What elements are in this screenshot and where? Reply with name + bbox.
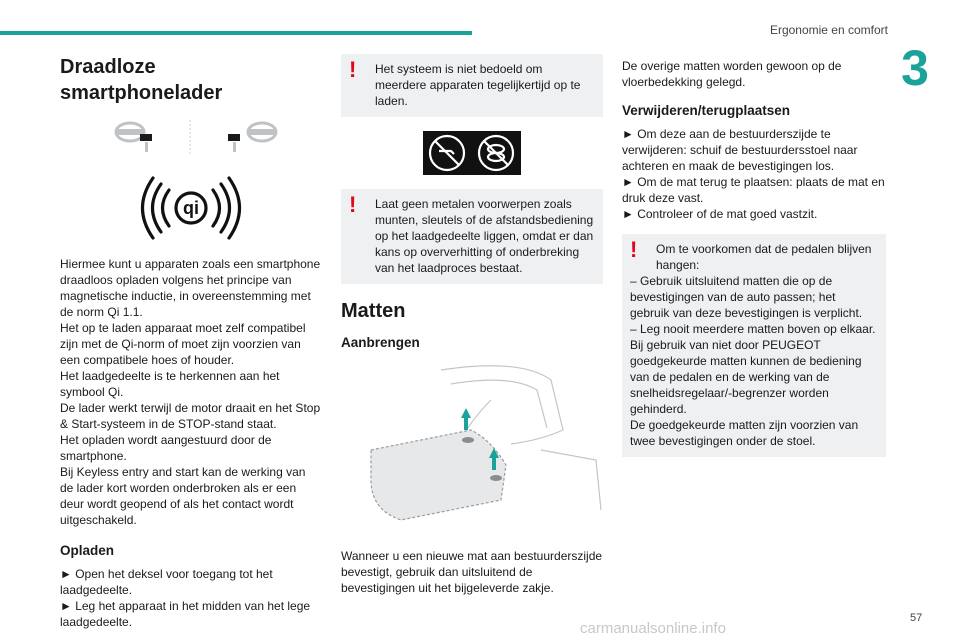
warning-box [622, 234, 886, 457]
fitting-text: Wanneer u een nieuwe mat aan bestuurderszijde bevestigt, gebruik dan uitsluitend de bevestigingen uit het bijgeleverde zakje. [341, 549, 603, 595]
charging-step: ► Leg het apparaat in het midden van het lege laadgedeelte. [60, 599, 311, 629]
remove-step: ► Controleer of de mat goed vastzit. [622, 207, 818, 221]
section-title: Ergonomie en comfort [769, 23, 888, 37]
charging-step: ► Open het deksel voor toegang tot het laadgedeelte. [60, 567, 273, 597]
warning-text: Bij gebruik van niet door PEUGEOT goedgekeurde matten kunnen de bediening van de pedalen en de werking van de snelheidsregelaar/-begrenzer worden gehinderd. [630, 338, 862, 416]
warning-text: De goedgekeurde matten zijn voorzien van twee bevestigingen onder de stoel. [630, 418, 859, 448]
paragraph: Hiermee kunt u apparaten zoals een smartphone draadloos opladen volgens het principe van magnetische inductie, in overeenstemming met de norm Qi 1.1. [60, 257, 321, 319]
wireless-charger-title: Draadloze smartphonelader [60, 56, 223, 104]
charger-description [60, 256, 322, 528]
remove-step: ► Om deze aan de bestuurderszijde te verwijderen: schuif de bestuurdersstoel naar achteren en maak de bevestigingen los. [622, 127, 858, 173]
warning-box [341, 189, 603, 284]
floor-mat-illustration [341, 360, 603, 540]
no-metal-objects-icons [341, 129, 603, 179]
warning-box [341, 54, 603, 117]
remove-step: ► Om de mat terug te plaatsen: plaats de mat en druk deze vast. [622, 175, 885, 205]
column-1 [60, 54, 322, 630]
warning-icon: ! [349, 57, 357, 82]
qi-wireless-icon [60, 172, 322, 244]
paragraph: Bij Keyless entry and start kan de werking van de lader kort worden onderbroken als er een deur wordt geopend of als het contact wordt uitgeschakeld. [60, 465, 306, 527]
fitting-heading: Aanbrengen [341, 335, 420, 350]
chapter-number: 3 [890, 40, 940, 96]
page-number: 57 [910, 612, 923, 624]
warning-text: – Leg nooit meerdere matten boven op elkaar. [630, 322, 876, 336]
steering-wheel-icons [60, 116, 322, 160]
warning-text: Om te voorkomen dat de pedalen blijven hangen: [656, 242, 872, 272]
qi-label: qi [183, 198, 199, 218]
warning-icon: ! [349, 192, 357, 217]
paragraph: Het laadgedeelte is te herkennen aan het symbool Qi. [60, 369, 280, 399]
column-2 [341, 54, 603, 596]
header-accent-bar [0, 31, 472, 35]
mats-title: Matten [341, 300, 406, 322]
column-3 [622, 54, 886, 469]
warning-icon: ! [630, 237, 638, 262]
warning-text: Laat geen metalen voorwerpen zoals munten, sleutels of de afstandsbediening op het laadgedeelte liggen, omdat er dan kans op oververhitting of onderbreking van het laadproces bestaat. [375, 197, 594, 275]
paragraph: Het op te laden apparaat moet zelf compatibel zijn met de Qi-norm of moet zijn voorzien van een compatibele hoes of houder. [60, 321, 306, 367]
warning-text: – Gebruik uitsluitend matten die op de bevestigingen van de auto passen; het gebruik van deze bevestigingen is verplicht. [630, 274, 863, 320]
watermark: carmanualsonline.info [580, 620, 726, 637]
warning-text: Het systeem is niet bedoeld om meerdere apparaten tegelijkertijd op te laden. [375, 62, 581, 108]
mats-intro: De overige matten worden gewoon op de vloerbedekking gelegd. [622, 59, 842, 89]
remove-heading: Verwijderen/terugplaatsen [622, 103, 791, 118]
paragraph: De lader werkt terwijl de motor draait en het Stop & Start-systeem in de STOP-stand staat. [60, 401, 321, 431]
charging-heading: Opladen [60, 543, 115, 558]
paragraph: Het opladen wordt aangestuurd door de smartphone. [60, 433, 272, 463]
